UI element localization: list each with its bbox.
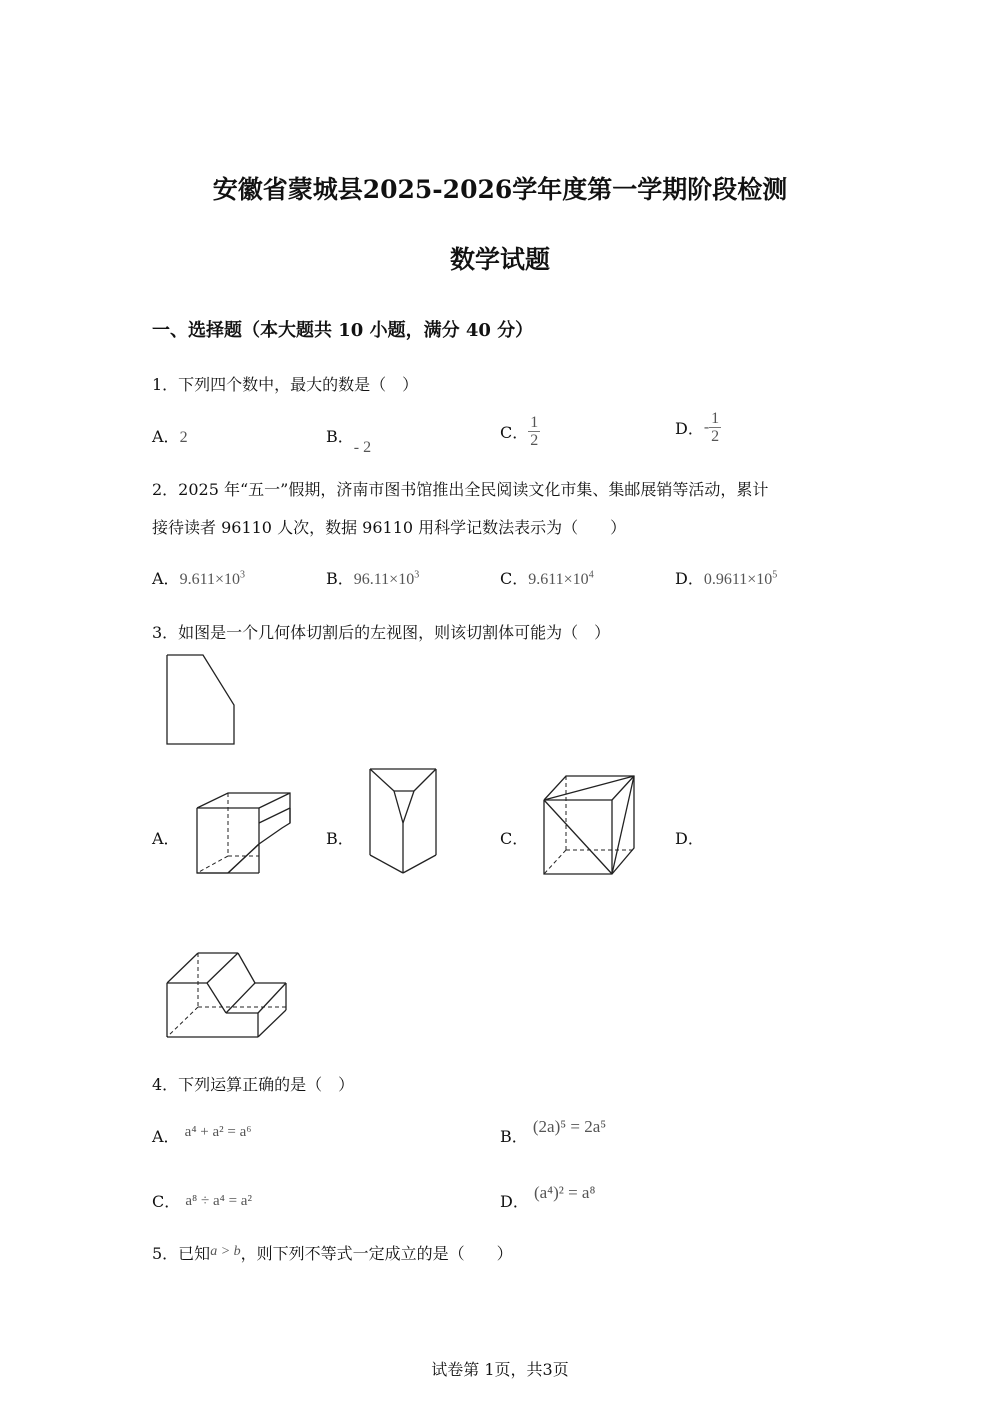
question-5-prefix: 5．已知 [152, 1244, 211, 1263]
solid-figure-c [538, 770, 640, 880]
option-label: B． [500, 1127, 528, 1146]
left-view-figure [160, 650, 245, 750]
fraction-denominator: 2 [530, 432, 539, 449]
q2-option-c [500, 566, 594, 589]
question-2-stem-line1: 2．2025 年“五一”假期，济南市图书馆推出全民阅读文化市集、集邮展销等活动，累计 [152, 480, 769, 499]
option-expression: (2a)⁵ = 2a⁵ [532, 1117, 607, 1136]
q2-option-a [152, 566, 245, 589]
question-3-stem: 3．如图是一个几何体切割后的左视图，则该切割体可能为（ ） [152, 623, 611, 642]
fraction-numerator: 1 [711, 410, 720, 427]
fraction [528, 414, 540, 449]
option-label: C． [500, 423, 529, 442]
option-label: D． [500, 1192, 529, 1211]
q1-option-b [326, 424, 372, 456]
solid-figure-d [160, 945, 295, 1043]
option-exponent: 3 [414, 569, 420, 581]
option-expression: a⁴ + a² = a⁶ [184, 1124, 252, 1140]
option-expression: (a⁴)² = a⁸ [533, 1183, 596, 1202]
option-value: 2 [179, 429, 188, 446]
option-label: D． [675, 419, 704, 438]
q2-option-b [326, 566, 419, 589]
option-label: A． [152, 1127, 180, 1146]
fraction-numerator: 1 [530, 414, 539, 431]
option-value: - 2 [353, 439, 372, 456]
q3-option-b-label: B． [326, 829, 354, 848]
q4-option-a [152, 1124, 252, 1147]
option-base: 96.11×10 [353, 571, 415, 588]
page-title: 安徽省蒙城县2025-2026学年度第一学期阶段检测 [212, 175, 788, 204]
q1-option-c [500, 414, 540, 449]
option-base: 9.611×10 [528, 571, 589, 588]
question-5-suffix: ，则下列不等式一定成立的是（ ） [240, 1244, 513, 1263]
option-exponent: 4 [588, 569, 594, 581]
option-label: D． [675, 569, 704, 588]
q4-option-d [500, 1183, 596, 1212]
q3-option-d-label: D． [675, 829, 704, 848]
q1-option-a [152, 424, 188, 447]
question-1-stem: 1．下列四个数中，最大的数是（ ） [152, 375, 419, 394]
fraction [709, 410, 721, 445]
option-label: C． [152, 1192, 181, 1211]
option-exponent: 5 [772, 569, 778, 581]
q3-option-a-label: A． [152, 829, 180, 848]
minus-sign: - [703, 418, 710, 436]
q1-option-d [675, 410, 721, 445]
q2-option-d [675, 566, 777, 589]
solid-figure-b [362, 763, 444, 878]
option-exponent: 3 [240, 569, 245, 581]
solid-figure-a [190, 788, 300, 880]
q4-option-b [500, 1117, 607, 1147]
q3-option-c-label: C． [500, 829, 529, 848]
question-4-stem: 4．下列运算正确的是（ ） [152, 1075, 355, 1094]
question-5-stem [152, 1241, 513, 1264]
fraction-denominator: 2 [711, 428, 720, 445]
option-label: B． [326, 427, 354, 446]
q4-option-c [152, 1189, 252, 1212]
page-footer: 试卷第 1页，共3页 [431, 1360, 569, 1379]
option-base: 9.611×10 [179, 571, 240, 588]
option-expression: a⁸ ÷ a⁴ = a² [185, 1193, 252, 1209]
option-label: A． [152, 427, 180, 446]
option-label: C． [500, 569, 529, 588]
option-base: 0.9611×10 [703, 571, 773, 588]
option-label: B． [326, 569, 354, 588]
option-label: A． [152, 569, 180, 588]
section-heading: 一、选择题（本大题共 10 小题，满分 40 分） [152, 320, 534, 341]
question-2-stem-line2: 接待读者 96110 人次，数据 96110 用科学记数法表示为（ ） [152, 518, 627, 537]
question-5-condition: a > b [210, 1244, 241, 1259]
page-subtitle: 数学试题 [449, 245, 550, 274]
